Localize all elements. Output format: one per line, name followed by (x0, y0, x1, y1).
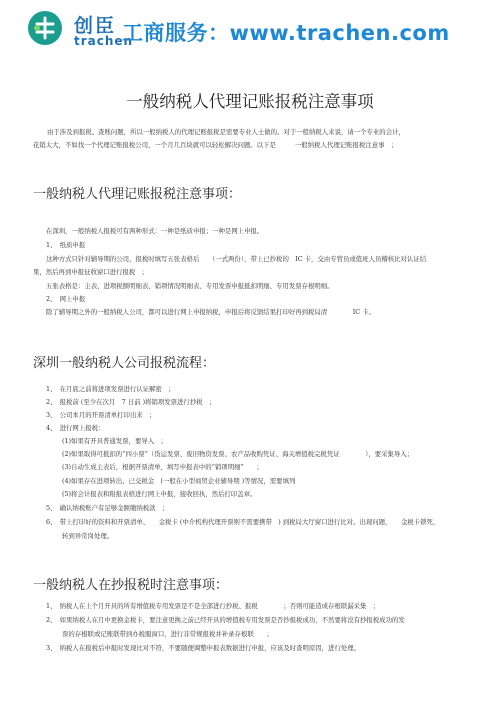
section3-heading: 一般纳税人在抄报税时注意事项： (33, 578, 229, 593)
section3-line: 3、 纳税人在报税后申报时发现比对不符，不要随便调整申报表数据进行申报，应该及时查明原因，进行处理。 (46, 644, 361, 652)
header-slogan[interactable]: 工商服务：www.trachen.com (122, 21, 450, 45)
section1-line: 1、 纸质申报 (46, 241, 86, 249)
section1-line: 2、 网上申报 (46, 295, 86, 303)
section2-line: (4)如果存在进项转出、已交税金 (一般在小型商贸企业辅导期 )等情况，需要填列 (62, 477, 296, 485)
intro-line: 花销太大，不如找一个代理记账报税公司，一个月几百块就可以轻松解决问题。以下是 一般纳税人代理记账报税注意事 ； (33, 141, 398, 149)
site-header (0, 0, 500, 58)
section2-line: 1、 在月底之前将进项发票进行认证解密 ； (46, 385, 175, 393)
section2-line: (3)自动生成主表后，根据开票清单，填写申报表中的“销项明细” ； (62, 463, 263, 471)
section1-line: 除了辅导期之外的一般纳税人公司，都可以进行网上申报纳税，申报后将反馈结果打印好再到税局清 IC 卡。 (46, 308, 375, 316)
section2-line: (1)如果有开具普通发票，要导入 ； (62, 437, 167, 445)
section2-line: 6、 带上打印好的资料和开票清单、 金税卡 (中介机构代理开票则不需要携带 ) 到税局大厅窗口进行比对。出现问题， 金税卡锁死， (46, 518, 440, 526)
section1-line: 五张表格是：主表、进项税额明细表、销项情况明细表、专用发票申报抵扣明细、专用发票存根明细。 (46, 282, 334, 290)
section1-line: 在深圳，一般纳税人报税可有两种形式：一种是纸质申报；一种是网上申报。 (46, 227, 264, 235)
section2-line: (2)如果取得可抵扣的“四小票”（货运发票、废旧物资发票、农产品收购凭证、海关增值税完税凭证 ），要采集导入； (62, 450, 414, 458)
section2-heading: 深圳一般纳税人公司报税流程： (33, 356, 216, 371)
brand-name-cn: 创臣 (74, 15, 117, 37)
page-title: 一般纳税人代理记账报税注意事项 (126, 92, 374, 111)
section3-line: 2、 如果纳税人在月中更换金税卡，要注意更换之前已经开具的增值税专用发票是否抄报税成功，不然要将没有抄报税成功的发 (46, 616, 405, 624)
intro-line: 由于涉及到报税、查账问题，所以一般纳税人的代理记账报税是需要专业人士做的。对于一般纳税人来说，请一个专业的会计， (47, 128, 405, 136)
section1-line: 果，然后再到申报征收窗口进行报税 ； (33, 268, 149, 276)
trachen-logo-icon (27, 10, 63, 46)
section3-line: 1、 纳税人在上个月开具的所有增值税专用发票是不是全部进行抄税、报税 ；否则可能造成存根联漏采集 ； (46, 602, 380, 610)
section2-line: 2、 报税前 (至少在次月 7 日前 )将销项发票进行抄税 ； (46, 398, 216, 406)
section3-line: 票的存根联或记账联带到办税服窗口，进行非常规报税并补录存根联 ； (62, 630, 273, 638)
section2-line: (5)将会计报表和附报表格进行网上申报，接收回执，然后打印盖章。 (62, 490, 257, 498)
section1-line: 这种方式只针对辅导期的公司，报税时填写五张表格后 （一式两份），带上已抄税的 IC 卡，交由专管员或值班人员稽核比对认证结 (46, 255, 427, 263)
brand-name-en: trachen (74, 34, 134, 48)
section2-line: 3、 公司本月的开票清单打印出来 ； (46, 411, 156, 419)
section2-line: 转到异常岗处理。 (62, 532, 114, 540)
section2-line: 4、 进行网上报税： (46, 424, 105, 432)
section2-line: 5、 确认纳税账户有足够金额缴纳税款 ； (46, 504, 169, 512)
section1-heading: 一般纳税人代理记账报税注意事项： (33, 187, 242, 202)
